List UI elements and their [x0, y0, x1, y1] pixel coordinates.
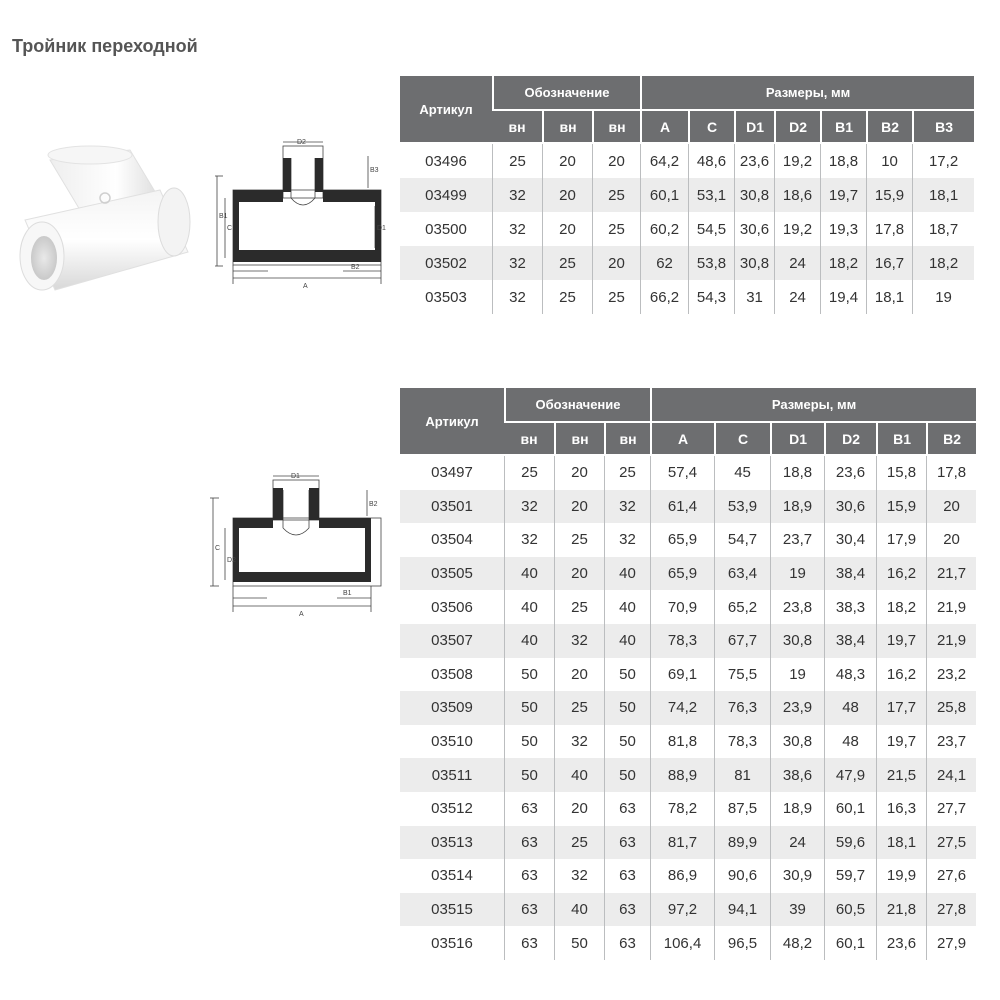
table-cell: 18,9: [770, 490, 824, 524]
sub-header-cell: B2: [866, 111, 912, 144]
table-row: [400, 456, 976, 490]
table-cell: 18,6: [774, 178, 820, 212]
table-row: [400, 523, 976, 557]
table-cell: 25: [492, 144, 542, 178]
article-cell: 03505: [400, 557, 504, 591]
col-article: Артикул: [400, 76, 492, 144]
table-cell: 20: [542, 178, 592, 212]
table-cell: 32: [604, 490, 650, 524]
table-row: [400, 792, 976, 826]
table-cell: 48: [824, 691, 876, 725]
table-cell: 25: [592, 178, 640, 212]
table-cell: 19,7: [876, 624, 926, 658]
table-cell: 59,6: [824, 826, 876, 860]
sub-header-cell: D1: [770, 423, 824, 456]
table-cell: 50: [604, 758, 650, 792]
table-cell: 30,8: [734, 246, 774, 280]
table-cell: 27,5: [926, 826, 976, 860]
table-cell: 19,9: [876, 859, 926, 893]
table-row: [400, 557, 976, 591]
table-cell: 32: [554, 725, 604, 759]
table-cell: 63: [604, 893, 650, 927]
drawing2-label-c: C: [215, 545, 221, 552]
table-cell: 32: [492, 280, 542, 314]
table-cell: 66,2: [640, 280, 688, 314]
page-title: Тройник переходной: [12, 36, 198, 56]
table-row: [400, 658, 976, 692]
table-cell: 50: [504, 658, 554, 692]
table-cell: 18,2: [912, 246, 974, 280]
table-cell: 38,3: [824, 590, 876, 624]
table-row: [400, 926, 976, 960]
table-cell: 50: [604, 725, 650, 759]
table-cell: 70,9: [650, 590, 714, 624]
sub-header-cell: вн: [542, 111, 592, 144]
spec-table-1: [400, 76, 974, 314]
drawing2-label-d1: D1: [291, 473, 300, 480]
table-cell: 20: [554, 557, 604, 591]
table-cell: 89,9: [714, 826, 770, 860]
sub-header-cell: C: [714, 423, 770, 456]
table-cell: 27,6: [926, 859, 976, 893]
table-cell: 45: [714, 456, 770, 490]
table-cell: 32: [504, 523, 554, 557]
table-cell: 17,2: [912, 144, 974, 178]
table-cell: 23,6: [734, 144, 774, 178]
table-row: [400, 246, 974, 280]
table-cell: 23,2: [926, 658, 976, 692]
drawing1-label-b3: B3: [370, 167, 379, 174]
table-cell: 63: [504, 893, 554, 927]
table-cell: 78,3: [650, 624, 714, 658]
table-cell: 106,4: [650, 926, 714, 960]
table-cell: 81: [714, 758, 770, 792]
table-cell: 32: [492, 246, 542, 280]
table-cell: 40: [604, 557, 650, 591]
spec-table-2: [400, 388, 976, 960]
article-cell: 03500: [425, 220, 467, 238]
article-cell: 03506: [431, 598, 473, 616]
table-cell: 20: [554, 658, 604, 692]
article-cell: 03497: [431, 464, 473, 482]
table-cell: 86,9: [650, 859, 714, 893]
spec-table-2-body: [400, 456, 976, 960]
table-cell: 96,5: [714, 926, 770, 960]
article-cell: 03499: [400, 178, 492, 212]
table-cell: 15,9: [876, 490, 926, 524]
sub-header-cell: C: [688, 111, 734, 144]
table-cell: 40: [604, 624, 650, 658]
table-cell: 25: [554, 691, 604, 725]
drawing2-label-a: A: [299, 611, 304, 618]
table-cell: 30,9: [770, 859, 824, 893]
table-cell: 88,9: [650, 758, 714, 792]
table-cell: 30,4: [824, 523, 876, 557]
table-cell: 38,4: [824, 624, 876, 658]
table-cell: 76,3: [714, 691, 770, 725]
tee-drawing-1: [213, 138, 388, 298]
table-cell: 18,1: [866, 280, 912, 314]
table-cell: 40: [504, 557, 554, 591]
table-cell: 50: [504, 725, 554, 759]
table-cell: 24: [770, 826, 824, 860]
table-cell: 78,3: [714, 725, 770, 759]
table-cell: 20: [926, 490, 976, 524]
table-cell: 30,8: [734, 178, 774, 212]
table-cell: 19,7: [820, 178, 866, 212]
article-cell: 03515: [400, 893, 504, 927]
table-cell: 23,6: [876, 926, 926, 960]
col-dimensions: Размеры, мм: [640, 76, 974, 111]
table-cell: 16,2: [876, 557, 926, 591]
article-cell: 03510: [431, 733, 473, 751]
table-cell: 75,5: [714, 658, 770, 692]
table-cell: 18,8: [770, 456, 824, 490]
table-cell: 63: [604, 826, 650, 860]
table-cell: 24,1: [926, 758, 976, 792]
table-cell: 67,7: [714, 624, 770, 658]
col-dimensions: Размеры, мм: [650, 388, 976, 423]
table-cell: 20: [554, 792, 604, 826]
spec-table-1-body: [400, 144, 974, 314]
article-cell: 03507: [400, 624, 504, 658]
table-cell: 54,3: [688, 280, 734, 314]
table-cell: 47,9: [824, 758, 876, 792]
table-cell: 60,1: [640, 178, 688, 212]
table-cell: 23,8: [770, 590, 824, 624]
table-cell: 61,4: [650, 490, 714, 524]
table-cell: 31: [734, 280, 774, 314]
table-cell: 69,1: [650, 658, 714, 692]
sub-header-cell: D2: [824, 423, 876, 456]
table-cell: 63: [604, 792, 650, 826]
table-cell: 15,9: [866, 178, 912, 212]
table-cell: 25: [554, 826, 604, 860]
table-cell: 57,4: [650, 456, 714, 490]
table-cell: 54,7: [714, 523, 770, 557]
table-cell: 81,7: [650, 826, 714, 860]
table-cell: 48,3: [824, 658, 876, 692]
table-cell: 53,9: [714, 490, 770, 524]
table-cell: 63,4: [714, 557, 770, 591]
table-cell: 65,2: [714, 590, 770, 624]
table-cell: 20: [592, 246, 640, 280]
article-cell: 03496: [425, 152, 467, 170]
table-cell: 19,7: [876, 725, 926, 759]
sub-header-cell: D1: [734, 111, 774, 144]
table-cell: 20: [926, 523, 976, 557]
sub-header-cell: A: [640, 111, 688, 144]
table-cell: 15,8: [876, 456, 926, 490]
article-cell: 03504: [431, 531, 473, 549]
table-cell: 18,1: [912, 178, 974, 212]
sub-header-cell: B1: [820, 111, 866, 144]
table-cell: 18,1: [876, 826, 926, 860]
table-row: [400, 758, 976, 792]
article-cell: 03501: [400, 490, 504, 524]
table-cell: 53,1: [688, 178, 734, 212]
table-cell: 65,9: [650, 557, 714, 591]
table-cell: 27,9: [926, 926, 976, 960]
table-cell: 20: [554, 456, 604, 490]
table-cell: 74,2: [650, 691, 714, 725]
table-cell: 53,8: [688, 246, 734, 280]
table-row: [400, 826, 976, 860]
sub-header-cell: вн: [604, 423, 650, 456]
table-cell: 32: [504, 490, 554, 524]
table-cell: 50: [554, 926, 604, 960]
table-cell: 65,9: [650, 523, 714, 557]
table-cell: 38,4: [824, 557, 876, 591]
table-cell: 50: [604, 658, 650, 692]
table-cell: 48: [824, 725, 876, 759]
table-cell: 78,2: [650, 792, 714, 826]
table-cell: 18,8: [820, 144, 866, 178]
article-cell: 03512: [431, 800, 473, 818]
table-cell: 25: [542, 280, 592, 314]
table-cell: 50: [604, 691, 650, 725]
table-cell: 32: [604, 523, 650, 557]
table-cell: 59,7: [824, 859, 876, 893]
table-cell: 21,9: [926, 590, 976, 624]
article-cell: 03509: [400, 691, 504, 725]
table-cell: 32: [554, 859, 604, 893]
table-cell: 19,4: [820, 280, 866, 314]
sub-header-cell: B1: [876, 423, 926, 456]
table-cell: 24: [774, 246, 820, 280]
drawing2-label-b2: B2: [369, 501, 378, 508]
table-cell: 63: [504, 826, 554, 860]
table-cell: 17,7: [876, 691, 926, 725]
drawing1-label-d1: D1: [377, 225, 386, 232]
table-cell: 30,8: [770, 624, 824, 658]
table-cell: 30,6: [734, 212, 774, 246]
table-cell: 20: [554, 490, 604, 524]
table-cell: 19,2: [774, 144, 820, 178]
table-cell: 38,6: [770, 758, 824, 792]
table-row: [400, 178, 974, 212]
article-cell: 03516: [431, 934, 473, 952]
article-cell: 03513: [400, 826, 504, 860]
table-row: [400, 144, 974, 178]
table-cell: 40: [504, 624, 554, 658]
col-designation: Обозначение: [492, 76, 640, 111]
table-cell: 24: [774, 280, 820, 314]
table-cell: 60,1: [824, 792, 876, 826]
drawing1-label-c: C: [227, 225, 233, 232]
table-cell: 54,5: [688, 212, 734, 246]
table-cell: 60,1: [824, 926, 876, 960]
sub-header-cell: B2: [926, 423, 976, 456]
table-cell: 30,8: [770, 725, 824, 759]
table-cell: 48,2: [770, 926, 824, 960]
table-cell: 90,6: [714, 859, 770, 893]
table-cell: 40: [604, 590, 650, 624]
table-cell: 19: [912, 280, 974, 314]
table-cell: 62: [640, 246, 688, 280]
table-cell: 25: [604, 456, 650, 490]
article-cell: 03508: [431, 665, 473, 683]
table-cell: 94,1: [714, 893, 770, 927]
table-cell: 16,2: [876, 658, 926, 692]
table-cell: 40: [554, 893, 604, 927]
table-cell: 21,9: [926, 624, 976, 658]
table-cell: 19,2: [774, 212, 820, 246]
table-cell: 27,7: [926, 792, 976, 826]
table-cell: 48,6: [688, 144, 734, 178]
table-cell: 23,9: [770, 691, 824, 725]
table-cell: 64,2: [640, 144, 688, 178]
table-row: [400, 590, 976, 624]
table-cell: 60,2: [640, 212, 688, 246]
table-cell: 18,2: [820, 246, 866, 280]
col-article: Артикул: [400, 388, 504, 456]
table-cell: 20: [542, 144, 592, 178]
table-cell: 39: [770, 893, 824, 927]
tee-fitting-photo: [10, 140, 200, 320]
table-cell: 32: [492, 212, 542, 246]
table-cell: 87,5: [714, 792, 770, 826]
table-cell: 30,6: [824, 490, 876, 524]
table-cell: 20: [592, 144, 640, 178]
table-row: [400, 212, 974, 246]
table-cell: 40: [504, 590, 554, 624]
table-row: [400, 725, 976, 759]
drawing2-label-d2: D2: [227, 557, 236, 564]
sub-header-cell: D2: [774, 111, 820, 144]
table-cell: 25: [542, 246, 592, 280]
sub-header-cell: вн: [554, 423, 604, 456]
table-cell: 18,9: [770, 792, 824, 826]
sub-header-cell: вн: [592, 111, 640, 144]
table-cell: 19: [770, 557, 824, 591]
table-cell: 21,7: [926, 557, 976, 591]
table-cell: 23,7: [926, 725, 976, 759]
table-cell: 63: [504, 792, 554, 826]
table-cell: 10: [866, 144, 912, 178]
table-cell: 63: [504, 859, 554, 893]
table-cell: 19: [770, 658, 824, 692]
table-cell: 21,5: [876, 758, 926, 792]
table-cell: 60,5: [824, 893, 876, 927]
sub-header-cell: вн: [492, 111, 542, 144]
table-row: [400, 691, 976, 725]
table-row: [400, 859, 976, 893]
table-cell: 16,7: [866, 246, 912, 280]
table-cell: 18,7: [912, 212, 974, 246]
table-cell: 63: [604, 926, 650, 960]
table-cell: 25: [592, 280, 640, 314]
table-cell: 20: [542, 212, 592, 246]
table-cell: 19,3: [820, 212, 866, 246]
table-cell: 50: [504, 758, 554, 792]
table-cell: 40: [554, 758, 604, 792]
drawing1-label-a: A: [303, 283, 308, 290]
tee-drawing-2: [203, 470, 383, 625]
table-cell: 25: [554, 590, 604, 624]
table-row: [400, 893, 976, 927]
drawing1-label-b2: B2: [351, 264, 360, 271]
table-cell: 81,8: [650, 725, 714, 759]
table-row: [400, 624, 976, 658]
table-cell: 21,8: [876, 893, 926, 927]
drawing1-label-d2: D2: [297, 139, 306, 146]
table-cell: 18,2: [876, 590, 926, 624]
table-cell: 17,8: [866, 212, 912, 246]
table-cell: 32: [492, 178, 542, 212]
table-cell: 63: [604, 859, 650, 893]
sub-header-cell: B3: [912, 111, 974, 144]
table-cell: 27,8: [926, 893, 976, 927]
article-cell: 03514: [431, 867, 473, 885]
table-cell: 97,2: [650, 893, 714, 927]
table-cell: 23,6: [824, 456, 876, 490]
table-cell: 32: [554, 624, 604, 658]
drawing1-label-b1: B1: [219, 213, 228, 220]
table-cell: 25: [504, 456, 554, 490]
col-designation: Обозначение: [504, 388, 650, 423]
table-cell: 17,8: [926, 456, 976, 490]
table-cell: 25: [554, 523, 604, 557]
table-cell: 25: [592, 212, 640, 246]
article-cell: 03503: [425, 288, 467, 306]
table-cell: 23,7: [770, 523, 824, 557]
table-row: [400, 280, 974, 314]
table-cell: 50: [504, 691, 554, 725]
table-row: [400, 490, 976, 524]
drawing2-label-b1: B1: [343, 590, 352, 597]
table-cell: 17,9: [876, 523, 926, 557]
sub-header-cell: A: [650, 423, 714, 456]
article-cell: 03502: [400, 246, 492, 280]
table-cell: 16,3: [876, 792, 926, 826]
table-cell: 63: [504, 926, 554, 960]
table-cell: 25,8: [926, 691, 976, 725]
article-cell: 03511: [400, 758, 504, 792]
sub-header-cell: вн: [504, 423, 554, 456]
